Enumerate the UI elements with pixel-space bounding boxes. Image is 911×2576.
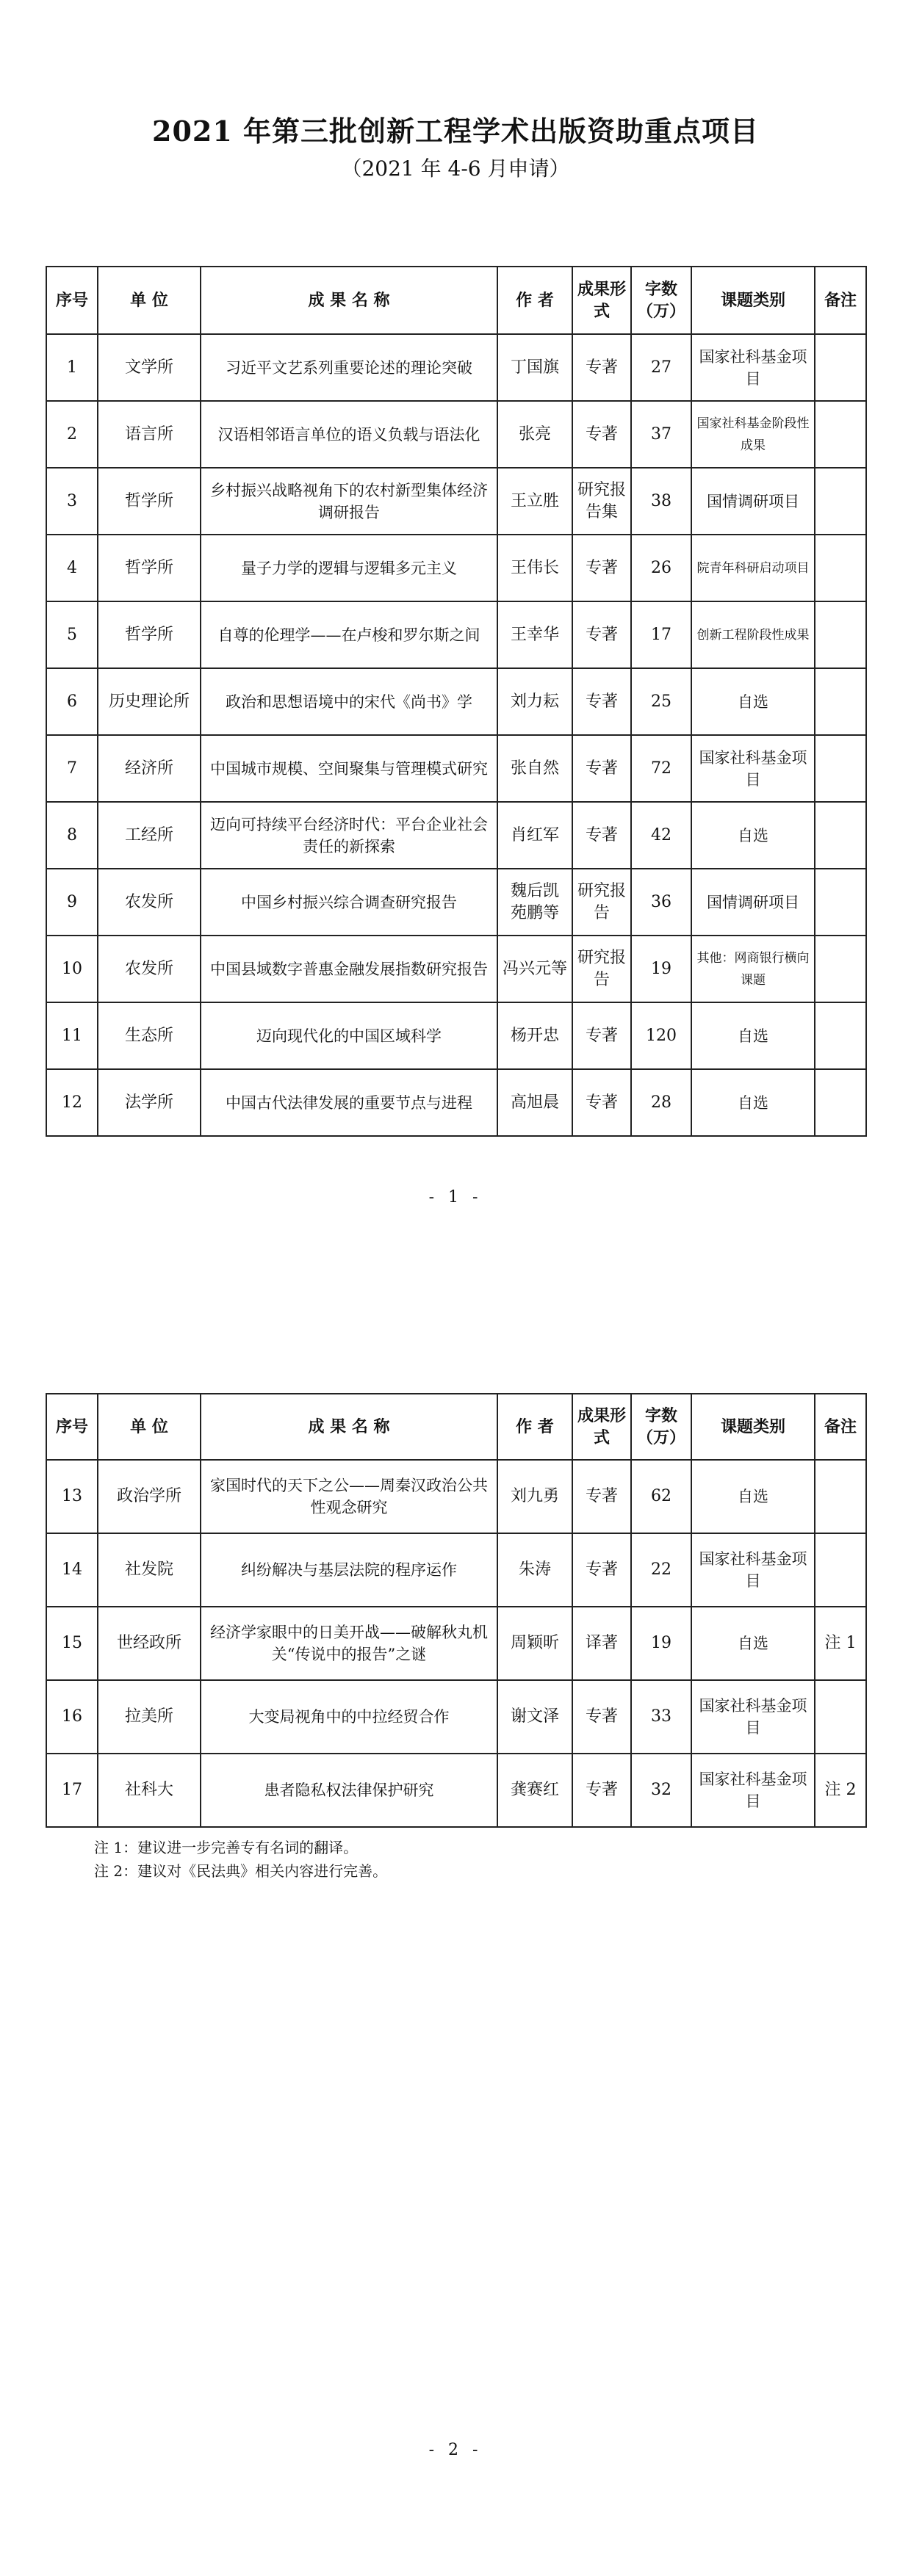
cell-remark bbox=[815, 1680, 866, 1754]
table-body-page-2 bbox=[46, 1460, 866, 1827]
cell-remark bbox=[815, 1533, 866, 1607]
cell-seq: 6 bbox=[46, 668, 98, 735]
cell-author: 朱涛 bbox=[497, 1533, 572, 1607]
cell-seq: 10 bbox=[46, 936, 98, 1002]
cell-remark bbox=[815, 668, 866, 735]
cell-remark bbox=[815, 468, 866, 535]
cell-name: 迈向现代化的中国区域科学 bbox=[201, 1002, 497, 1069]
cell-name: 汉语相邻语言单位的语义负载与语法化 bbox=[201, 401, 497, 468]
cell-form: 研究报告 bbox=[572, 936, 631, 1002]
header-words: 字数（万） bbox=[631, 1394, 691, 1460]
notes-section bbox=[94, 1836, 387, 1883]
header-seq: 序号 bbox=[46, 1394, 98, 1460]
table-row bbox=[46, 936, 866, 1002]
cell-category: 国家社科基金项目 bbox=[691, 1680, 815, 1754]
cell-author: 丁国旗 bbox=[497, 334, 572, 401]
cell-category: 自选 bbox=[691, 1460, 815, 1533]
header-unit: 单 位 bbox=[98, 267, 201, 334]
cell-form: 专著 bbox=[572, 601, 631, 668]
cell-form: 专著 bbox=[572, 401, 631, 468]
cell-name: 习近平文艺系列重要论述的理论突破 bbox=[201, 334, 497, 401]
cell-words: 32 bbox=[631, 1754, 691, 1827]
cell-form: 专著 bbox=[572, 1533, 631, 1607]
cell-words: 36 bbox=[631, 869, 691, 936]
cell-unit: 哲学所 bbox=[98, 601, 201, 668]
cell-category: 国家社科基金项目 bbox=[691, 735, 815, 802]
cell-name: 患者隐私权法律保护研究 bbox=[201, 1754, 497, 1827]
cell-category: 自选 bbox=[691, 802, 815, 869]
cell-remark bbox=[815, 535, 866, 601]
cell-form: 专著 bbox=[572, 668, 631, 735]
cell-words: 26 bbox=[631, 535, 691, 601]
cell-name: 量子力学的逻辑与逻辑多元主义 bbox=[201, 535, 497, 601]
cell-form: 译著 bbox=[572, 1607, 631, 1680]
cell-name: 中国县域数字普惠金融发展指数研究报告 bbox=[201, 936, 497, 1002]
cell-unit: 社科大 bbox=[98, 1754, 201, 1827]
cell-category: 国家社科基金项目 bbox=[691, 1754, 815, 1827]
cell-author: 张亮 bbox=[497, 401, 572, 468]
cell-name: 自尊的伦理学——在卢梭和罗尔斯之间 bbox=[201, 601, 497, 668]
header-form: 成果形式 bbox=[572, 267, 631, 334]
cell-words: 19 bbox=[631, 1607, 691, 1680]
table-header-row bbox=[46, 1394, 866, 1460]
cell-remark bbox=[815, 869, 866, 936]
cell-author: 谢文泽 bbox=[497, 1680, 572, 1754]
cell-form: 专著 bbox=[572, 334, 631, 401]
projects-table-page-2 bbox=[46, 1393, 867, 1828]
cell-unit: 文学所 bbox=[98, 334, 201, 401]
cell-category: 国家社科基金项目 bbox=[691, 334, 815, 401]
cell-words: 17 bbox=[631, 601, 691, 668]
cell-seq: 7 bbox=[46, 735, 98, 802]
cell-name: 中国乡村振兴综合调查研究报告 bbox=[201, 869, 497, 936]
cell-remark bbox=[815, 802, 866, 869]
cell-category: 自选 bbox=[691, 668, 815, 735]
cell-words: 25 bbox=[631, 668, 691, 735]
page-number-2: - 2 - bbox=[428, 2441, 483, 2459]
cell-words: 38 bbox=[631, 468, 691, 535]
cell-form: 研究报告 bbox=[572, 869, 631, 936]
table-body-page-1 bbox=[46, 334, 866, 1136]
cell-form: 专著 bbox=[572, 802, 631, 869]
cell-form: 专著 bbox=[572, 1680, 631, 1754]
cell-remark bbox=[815, 936, 866, 1002]
cell-form: 专著 bbox=[572, 1754, 631, 1827]
cell-name: 家国时代的天下之公——周秦汉政治公共性观念研究 bbox=[201, 1460, 497, 1533]
cell-words: 42 bbox=[631, 802, 691, 869]
table-header-row bbox=[46, 267, 866, 334]
cell-seq: 14 bbox=[46, 1533, 98, 1607]
cell-seq: 2 bbox=[46, 401, 98, 468]
cell-name: 纠纷解决与基层法院的程序运作 bbox=[201, 1533, 497, 1607]
cell-seq: 16 bbox=[46, 1680, 98, 1754]
cell-name: 政治和思想语境中的宋代《尚书》学 bbox=[201, 668, 497, 735]
document-title: 2021 年第三批创新工程学术出版资助重点项目 bbox=[152, 115, 759, 148]
cell-category: 国情调研项目 bbox=[691, 468, 815, 535]
header-author: 作 者 bbox=[497, 1394, 572, 1460]
cell-seq: 15 bbox=[46, 1607, 98, 1680]
cell-author: 刘力耘 bbox=[497, 668, 572, 735]
table-row bbox=[46, 1607, 866, 1680]
cell-unit: 哲学所 bbox=[98, 468, 201, 535]
cell-author: 肖红军 bbox=[497, 802, 572, 869]
cell-words: 72 bbox=[631, 735, 691, 802]
table-row bbox=[46, 468, 866, 535]
cell-seq: 1 bbox=[46, 334, 98, 401]
cell-remark bbox=[815, 735, 866, 802]
cell-unit: 社发院 bbox=[98, 1533, 201, 1607]
table-row bbox=[46, 802, 866, 869]
cell-unit: 历史理论所 bbox=[98, 668, 201, 735]
cell-author: 杨开忠 bbox=[497, 1002, 572, 1069]
cell-remark bbox=[815, 334, 866, 401]
cell-words: 120 bbox=[631, 1002, 691, 1069]
cell-form: 专著 bbox=[572, 1069, 631, 1136]
header-name: 成 果 名 称 bbox=[201, 1394, 497, 1460]
table-row bbox=[46, 401, 866, 468]
table-row bbox=[46, 668, 866, 735]
header-remark: 备注 bbox=[815, 1394, 866, 1460]
cell-seq: 4 bbox=[46, 535, 98, 601]
header-unit: 单 位 bbox=[98, 1394, 201, 1460]
header-form: 成果形式 bbox=[572, 1394, 631, 1460]
cell-seq: 8 bbox=[46, 802, 98, 869]
cell-remark: 注 1 bbox=[815, 1607, 866, 1680]
cell-remark: 注 2 bbox=[815, 1754, 866, 1827]
cell-name: 大变局视角中的中拉经贸合作 bbox=[201, 1680, 497, 1754]
cell-remark bbox=[815, 1460, 866, 1533]
cell-unit: 拉美所 bbox=[98, 1680, 201, 1754]
cell-unit: 生态所 bbox=[98, 1002, 201, 1069]
cell-unit: 世经政所 bbox=[98, 1607, 201, 1680]
cell-unit: 工经所 bbox=[98, 802, 201, 869]
cell-seq: 12 bbox=[46, 1069, 98, 1136]
cell-author: 龚赛红 bbox=[497, 1754, 572, 1827]
cell-name: 中国古代法律发展的重要节点与进程 bbox=[201, 1069, 497, 1136]
cell-category: 国家社科基金项目 bbox=[691, 1533, 815, 1607]
cell-unit: 政治学所 bbox=[98, 1460, 201, 1533]
table-row bbox=[46, 334, 866, 401]
header-seq: 序号 bbox=[46, 267, 98, 334]
cell-author: 高旭晨 bbox=[497, 1069, 572, 1136]
table-row bbox=[46, 1754, 866, 1827]
cell-unit: 法学所 bbox=[98, 1069, 201, 1136]
page-number-1: - 1 - bbox=[428, 1188, 483, 1206]
cell-remark bbox=[815, 601, 866, 668]
header-category: 课题类别 bbox=[691, 1394, 815, 1460]
cell-author: 周颖昕 bbox=[497, 1607, 572, 1680]
cell-words: 33 bbox=[631, 1680, 691, 1754]
cell-author: 魏后凯 苑鹏等 bbox=[497, 869, 572, 936]
cell-category: 自选 bbox=[691, 1002, 815, 1069]
table-row bbox=[46, 1460, 866, 1533]
table-row bbox=[46, 1069, 866, 1136]
cell-seq: 5 bbox=[46, 601, 98, 668]
note-1: 注 1：建议进一步完善专有名词的翻译。 bbox=[94, 1839, 359, 1856]
cell-category: 自选 bbox=[691, 1069, 815, 1136]
cell-author: 王立胜 bbox=[497, 468, 572, 535]
cell-remark bbox=[815, 1002, 866, 1069]
cell-seq: 11 bbox=[46, 1002, 98, 1069]
cell-words: 19 bbox=[631, 936, 691, 1002]
cell-category: 其他：网商银行横向课题 bbox=[691, 936, 815, 1002]
cell-words: 37 bbox=[631, 401, 691, 468]
cell-name: 迈向可持续平台经济时代：平台企业社会责任的新探索 bbox=[201, 802, 497, 869]
cell-unit: 哲学所 bbox=[98, 535, 201, 601]
cell-form: 专著 bbox=[572, 1002, 631, 1069]
cell-form: 专著 bbox=[572, 735, 631, 802]
cell-category: 创新工程阶段性成果 bbox=[691, 601, 815, 668]
cell-words: 28 bbox=[631, 1069, 691, 1136]
cell-form: 专著 bbox=[572, 1460, 631, 1533]
table-row bbox=[46, 1533, 866, 1607]
cell-seq: 3 bbox=[46, 468, 98, 535]
cell-category: 院青年科研启动项目 bbox=[691, 535, 815, 601]
cell-words: 62 bbox=[631, 1460, 691, 1533]
cell-category: 自选 bbox=[691, 1607, 815, 1680]
cell-unit: 经济所 bbox=[98, 735, 201, 802]
cell-name: 乡村振兴战略视角下的农村新型集体经济调研报告 bbox=[201, 468, 497, 535]
table-row bbox=[46, 601, 866, 668]
cell-author: 冯兴元等 bbox=[497, 936, 572, 1002]
cell-category: 国家社科基金阶段性成果 bbox=[691, 401, 815, 468]
table-row bbox=[46, 1680, 866, 1754]
cell-remark bbox=[815, 1069, 866, 1136]
cell-name: 经济学家眼中的日美开战——破解秋丸机关“传说中的报告”之谜 bbox=[201, 1607, 497, 1680]
cell-words: 27 bbox=[631, 334, 691, 401]
cell-unit: 语言所 bbox=[98, 401, 201, 468]
cell-name: 中国城市规模、空间聚集与管理模式研究 bbox=[201, 735, 497, 802]
cell-words: 22 bbox=[631, 1533, 691, 1607]
cell-author: 王伟长 bbox=[497, 535, 572, 601]
table-row bbox=[46, 535, 866, 601]
table-row bbox=[46, 735, 866, 802]
cell-seq: 9 bbox=[46, 869, 98, 936]
cell-author: 刘九勇 bbox=[497, 1460, 572, 1533]
cell-form: 研究报告集 bbox=[572, 468, 631, 535]
header-remark: 备注 bbox=[815, 267, 866, 334]
cell-author: 王幸华 bbox=[497, 601, 572, 668]
cell-seq: 13 bbox=[46, 1460, 98, 1533]
cell-unit: 农发所 bbox=[98, 936, 201, 1002]
header-category: 课题类别 bbox=[691, 267, 815, 334]
projects-table-page-1 bbox=[46, 266, 867, 1137]
header-name: 成 果 名 称 bbox=[201, 267, 497, 334]
header-author: 作 者 bbox=[497, 267, 572, 334]
cell-remark bbox=[815, 401, 866, 468]
note-2: 注 2：建议对《民法典》相关内容进行完善。 bbox=[94, 1862, 388, 1880]
table-row bbox=[46, 869, 866, 936]
header-words: 字数（万） bbox=[631, 267, 691, 334]
cell-unit: 农发所 bbox=[98, 869, 201, 936]
cell-seq: 17 bbox=[46, 1754, 98, 1827]
cell-form: 专著 bbox=[572, 535, 631, 601]
table-row bbox=[46, 1002, 866, 1069]
cell-author: 张自然 bbox=[497, 735, 572, 802]
document-subtitle: （2021 年 4-6 月申请） bbox=[341, 156, 570, 181]
cell-category: 国情调研项目 bbox=[691, 869, 815, 936]
